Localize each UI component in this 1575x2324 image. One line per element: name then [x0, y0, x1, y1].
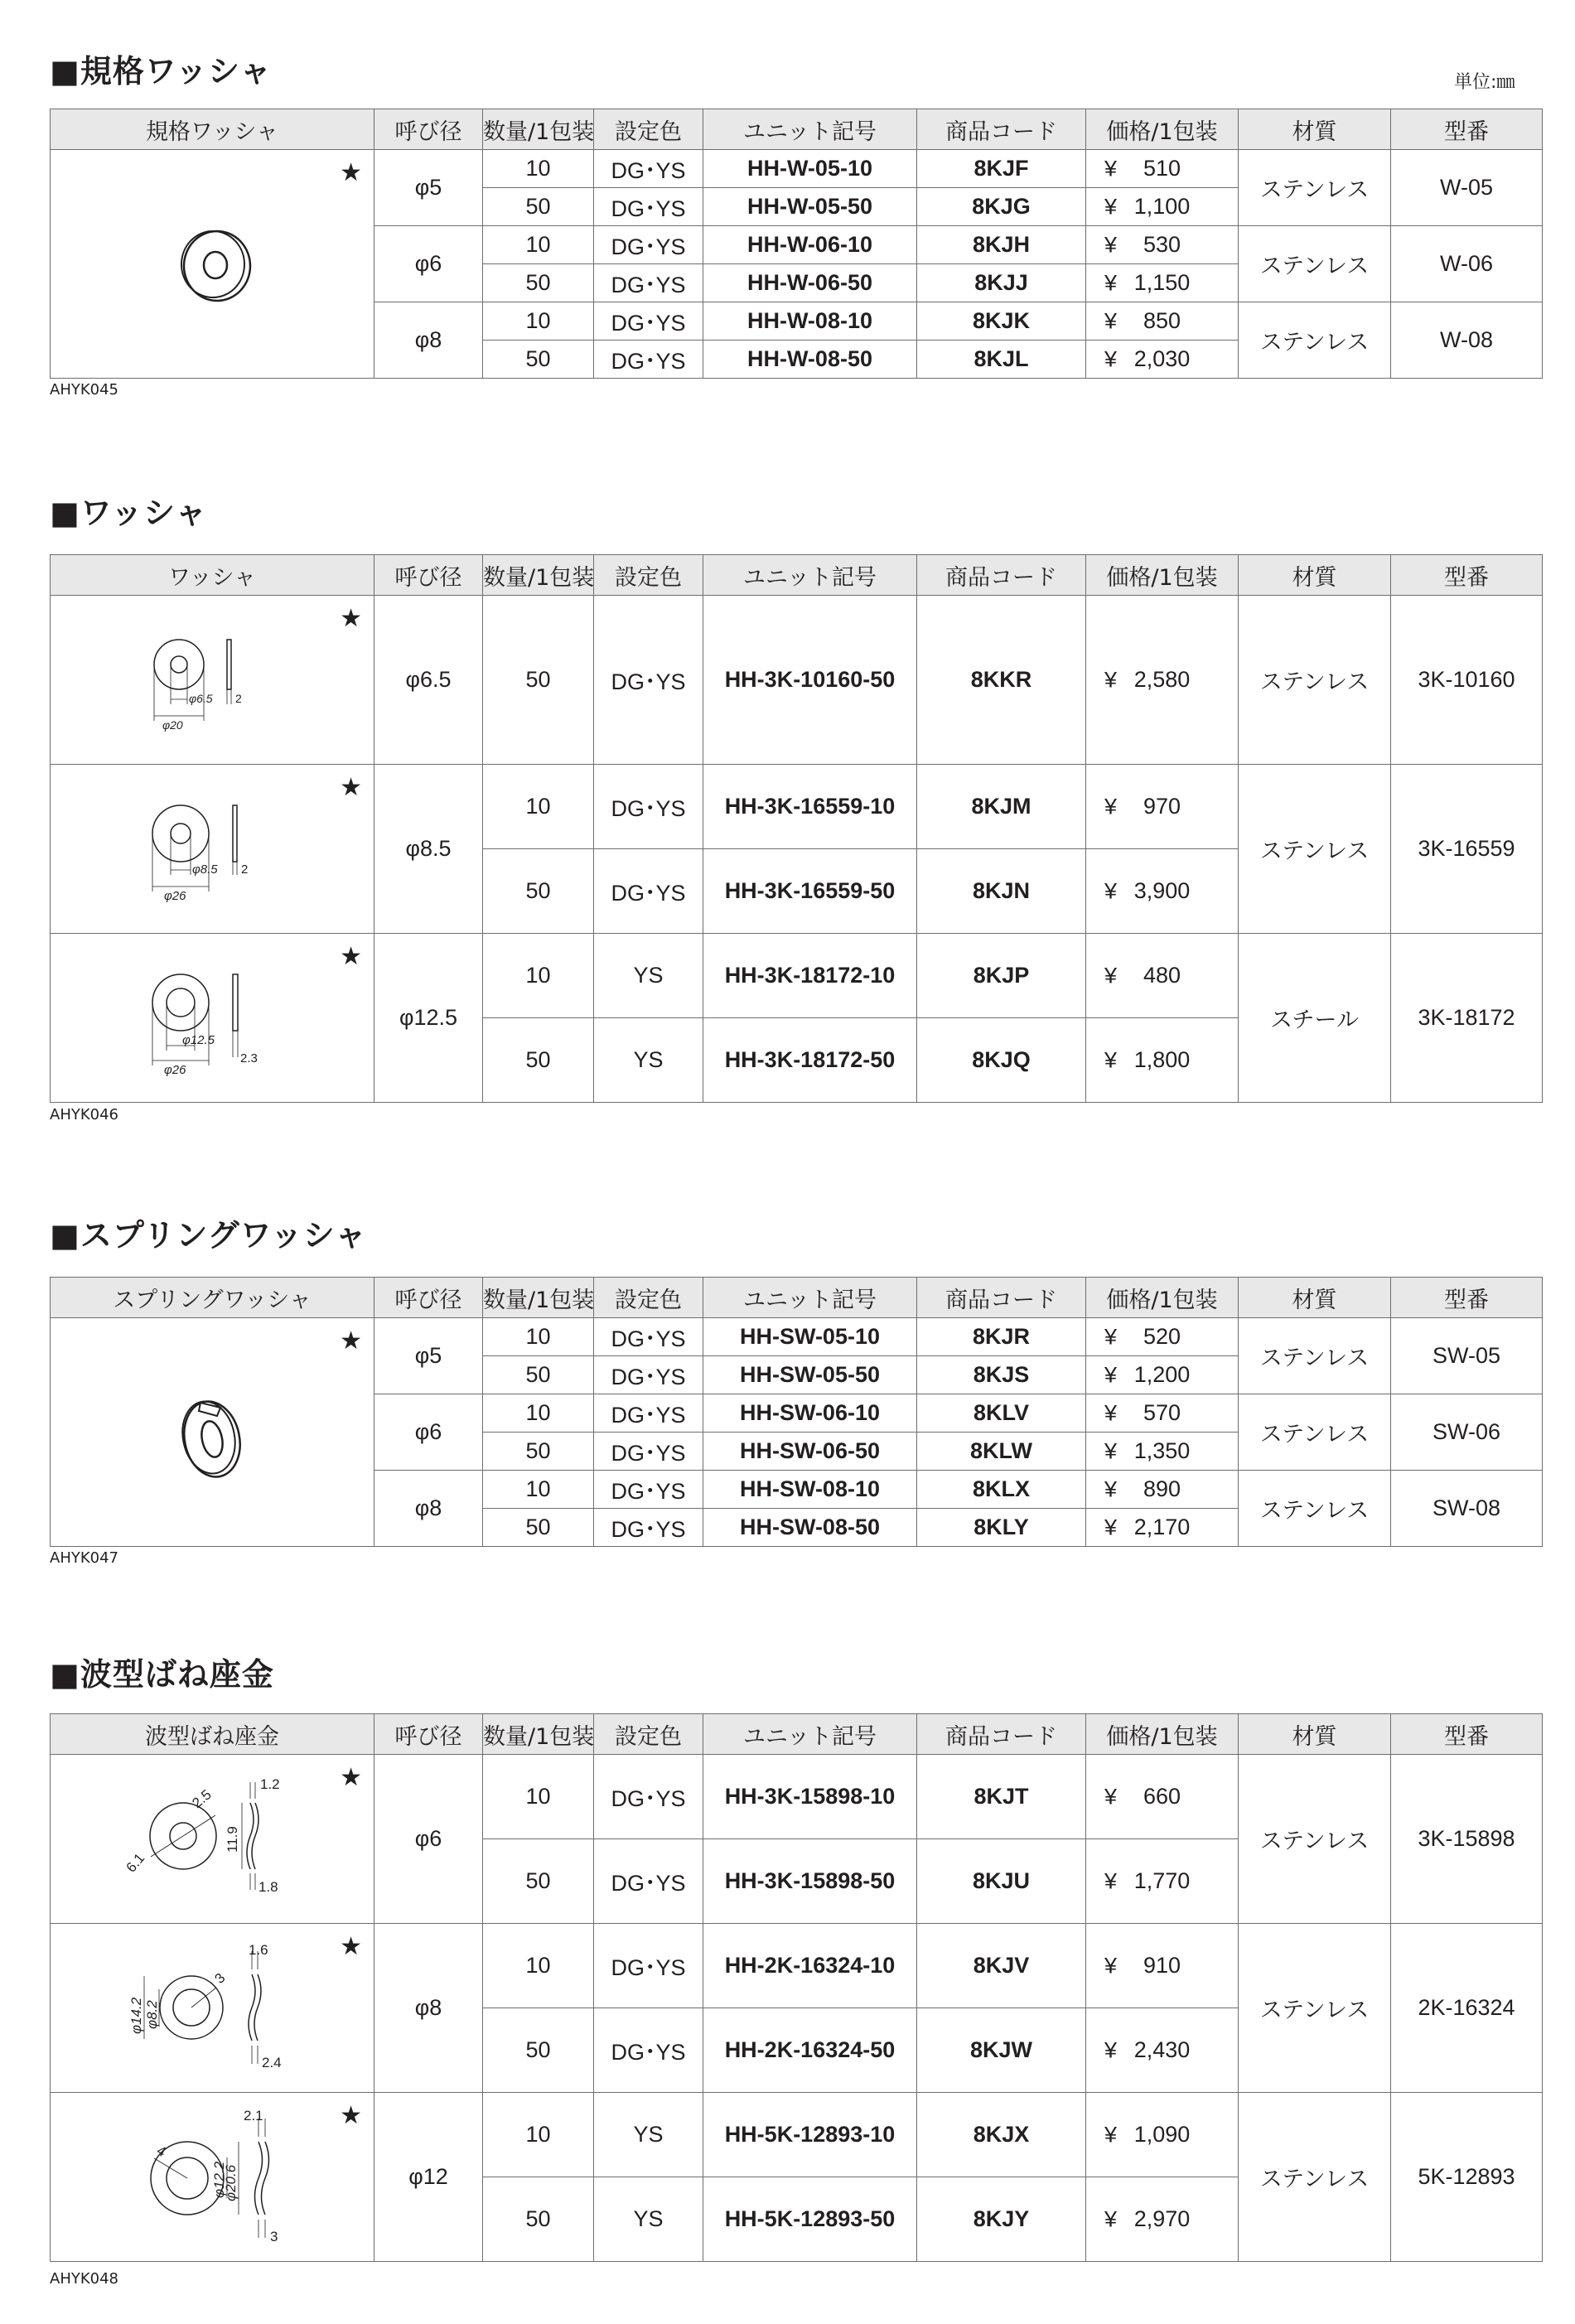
model-cell: 3K-15898 [1391, 1755, 1543, 1924]
header-material: 材質 [1239, 1714, 1391, 1755]
price-cell: ¥ 1,100 [1086, 188, 1239, 226]
unit-code-cell: HH-W-05-50 [703, 188, 917, 226]
flat-washer-drawing-icon [129, 775, 295, 916]
unit-code-cell: HH-3K-18172-10 [703, 934, 917, 1018]
table-row [51, 934, 1543, 1018]
table-header [51, 1278, 1543, 1318]
header-unit: ユニット記号 [703, 109, 917, 150]
table-header [51, 555, 1543, 596]
material-cell: ステンレス [1239, 596, 1391, 765]
product-illustration-cell [51, 1924, 374, 2093]
header-model: 型番 [1391, 109, 1543, 150]
flat-washer-icon [129, 178, 295, 344]
qty-cell: 10 [483, 765, 594, 849]
star-icon: ★ [340, 158, 362, 187]
dim-b-label: φ14.2 [128, 1997, 144, 2034]
dim-a-label: 4 [154, 2143, 169, 2161]
product-illustration-cell [51, 934, 374, 1103]
color-cell: DG･YS [594, 1394, 703, 1433]
star-icon: ★ [340, 773, 362, 802]
unit-code-cell: HH-SW-05-50 [703, 1356, 917, 1394]
flat-washer-drawing-icon [129, 945, 295, 1085]
size-cell: φ6 [374, 226, 483, 302]
unit-code-cell: HH-5K-12893-10 [703, 2093, 917, 2177]
unit-code-cell: HH-2K-16324-10 [703, 1924, 917, 2008]
qty-cell: 50 [483, 1509, 594, 1547]
dim-outer-label: φ26 [164, 889, 186, 903]
size-cell: φ5 [374, 150, 483, 226]
header-price: 価格/1包装 [1086, 109, 1239, 150]
table-header [51, 109, 1543, 150]
dim-b-label: 6.1 [123, 1850, 148, 1876]
color-cell: DG･YS [594, 226, 703, 264]
header-qty: 数量/1包装 [483, 555, 594, 596]
material-cell: ステンレス [1239, 226, 1391, 302]
header-model: 型番 [1391, 1714, 1543, 1755]
price-cell: ¥ 520 [1086, 1318, 1239, 1356]
price-cell: ¥ 1,770 [1086, 1839, 1239, 1924]
header-code: 商品コード [917, 109, 1086, 150]
table-wave-spring-washer [50, 1713, 1543, 2262]
product-illustration-cell [51, 1318, 374, 1547]
header-product: ワッシャ [51, 555, 374, 596]
dim-outer-label: φ20 [162, 718, 183, 732]
model-cell: 3K-16559 [1391, 765, 1543, 934]
model-cell: 3K-18172 [1391, 934, 1543, 1103]
qty-cell: 50 [483, 596, 594, 765]
unit-code-cell: HH-3K-18172-50 [703, 1018, 917, 1103]
product-code-cell: 8KJP [917, 934, 1086, 1018]
header-size: 呼び径 [374, 1714, 483, 1755]
product-code-cell: 8KKR [917, 596, 1086, 765]
product-code-cell: 8KJR [917, 1318, 1086, 1356]
price-cell: ¥ 570 [1086, 1394, 1239, 1433]
header-product: 波型ばね座金 [51, 1714, 374, 1755]
product-code-cell: 8KLX [917, 1471, 1086, 1509]
qty-cell: 50 [483, 1018, 594, 1103]
table-row [51, 1924, 1543, 2008]
qty-cell: 10 [483, 1318, 594, 1356]
product-code-cell: 8KJH [917, 226, 1086, 264]
qty-cell: 50 [483, 1839, 594, 1924]
dim-thickness-label: 2 [241, 862, 249, 877]
qty-cell: 10 [483, 1755, 594, 1839]
header-qty: 数量/1包装 [483, 1278, 594, 1318]
size-cell: φ8 [374, 1924, 483, 2093]
qty-cell: 10 [483, 226, 594, 264]
dim-b-label: φ12.2 [211, 2161, 227, 2198]
product-code-cell: 8KJK [917, 302, 1086, 341]
flat-washer-drawing-icon [129, 606, 295, 747]
unit-code-cell: HH-5K-12893-50 [703, 2177, 917, 2262]
dim-e-label: 2.4 [262, 2055, 282, 2070]
color-cell: DG･YS [594, 849, 703, 934]
color-cell: DG･YS [594, 341, 703, 379]
qty-cell: 50 [483, 2008, 594, 2093]
material-cell: ステンレス [1239, 1755, 1391, 1924]
dim-e-label: 1.8 [258, 1879, 278, 1895]
price-cell: ¥ 2,170 [1086, 1509, 1239, 1547]
color-cell: YS [594, 934, 703, 1018]
product-code-cell: 8KJN [917, 849, 1086, 934]
size-cell: φ6.5 [374, 596, 483, 765]
price-cell: ¥ 1,800 [1086, 1018, 1239, 1103]
product-code-cell: 8KJT [917, 1755, 1086, 1839]
size-cell: φ5 [374, 1318, 483, 1394]
header-qty: 数量/1包装 [483, 109, 594, 150]
qty-cell: 10 [483, 1394, 594, 1433]
unit-code-cell: HH-3K-10160-50 [703, 596, 917, 765]
qty-cell: 10 [483, 1924, 594, 2008]
size-cell: φ12.5 [374, 934, 483, 1103]
color-cell: DG･YS [594, 150, 703, 188]
unit-label: 単位:㎜ [1454, 72, 1515, 93]
dim-d-label: 11.9 [225, 1826, 240, 1853]
dim-d-label: 2.1 [244, 2108, 263, 2123]
product-code-cell: 8KJF [917, 150, 1086, 188]
unit-code-cell: HH-W-05-10 [703, 150, 917, 188]
unit-code-cell: HH-3K-16559-50 [703, 849, 917, 934]
product-code-cell: 8KJX [917, 2093, 1086, 2177]
price-cell: ¥ 2,030 [1086, 341, 1239, 379]
material-cell: ステンレス [1239, 302, 1391, 379]
color-cell: DG･YS [594, 2008, 703, 2093]
material-cell: スチール [1239, 934, 1391, 1103]
unit-code-cell: HH-3K-16559-10 [703, 765, 917, 849]
header-color: 設定色 [594, 1278, 703, 1318]
product-code-cell: 8KJQ [917, 1018, 1086, 1103]
unit-code-cell: HH-SW-05-10 [703, 1318, 917, 1356]
header-size: 呼び径 [374, 109, 483, 150]
size-cell: φ8 [374, 1471, 483, 1547]
section-title-washer: ■ワッシャ [50, 495, 208, 531]
dim-c-label: φ8.2 [144, 2000, 160, 2029]
material-cell: ステンレス [1239, 765, 1391, 934]
qty-cell: 10 [483, 1471, 594, 1509]
price-cell: ¥ 1,150 [1086, 264, 1239, 302]
product-illustration-cell [51, 2093, 374, 2262]
qty-cell: 50 [483, 264, 594, 302]
price-cell: ¥ 2,430 [1086, 2008, 1239, 2093]
dim-e-label: 3 [270, 2229, 278, 2244]
header-product: 規格ワッシャ [51, 109, 374, 150]
header-unit: ユニット記号 [703, 1714, 917, 1755]
material-cell: ステンレス [1239, 1924, 1391, 2093]
size-cell: φ8 [374, 302, 483, 379]
header-code: 商品コード [917, 1714, 1086, 1755]
product-illustration-cell [51, 1755, 374, 1924]
dim-outer-label: φ26 [164, 1063, 186, 1077]
qty-cell: 10 [483, 2093, 594, 2177]
star-icon: ★ [340, 1326, 362, 1355]
model-cell: 5K-12893 [1391, 2093, 1543, 2262]
dim-a-label: 2.5 [189, 1786, 215, 1812]
wave-spring-washer-drawing-icon [104, 2095, 320, 2253]
table-header [51, 1714, 1543, 1755]
model-cell: W-08 [1391, 302, 1543, 379]
header-unit: ユニット記号 [703, 555, 917, 596]
price-cell: ¥ 890 [1086, 1471, 1239, 1509]
product-code-cell: 8KJY [917, 2177, 1086, 2262]
dim-inner-label: φ12.5 [182, 1033, 215, 1047]
header-qty: 数量/1包装 [483, 1714, 594, 1755]
unit-code-cell: HH-W-08-50 [703, 341, 917, 379]
catalog-note: AHYK048 [50, 2270, 119, 2288]
header-model: 型番 [1391, 555, 1543, 596]
color-cell: DG･YS [594, 1471, 703, 1509]
qty-cell: 10 [483, 302, 594, 341]
product-code-cell: 8KJV [917, 1924, 1086, 2008]
color-cell: YS [594, 1018, 703, 1103]
product-illustration-cell [51, 150, 374, 379]
model-cell: W-05 [1391, 150, 1543, 226]
model-cell: 3K-10160 [1391, 596, 1543, 765]
unit-code-cell: HH-3K-15898-50 [703, 1839, 917, 1924]
dim-a-label: 3 [211, 1969, 229, 1987]
header-material: 材質 [1239, 1278, 1391, 1318]
star-icon: ★ [340, 2101, 362, 2130]
color-cell: DG･YS [594, 302, 703, 341]
price-cell: ¥ 3,900 [1086, 849, 1239, 934]
header-code: 商品コード [917, 555, 1086, 596]
star-icon: ★ [340, 1932, 362, 1961]
product-code-cell: 8KJS [917, 1356, 1086, 1394]
product-code-cell: 8KJJ [917, 264, 1086, 302]
star-icon: ★ [340, 604, 362, 633]
dim-thickness-label: 2 [235, 692, 242, 705]
qty-cell: 50 [483, 341, 594, 379]
product-code-cell: 8KJW [917, 2008, 1086, 2093]
qty-cell: 50 [483, 1433, 594, 1471]
model-cell: W-06 [1391, 226, 1543, 302]
section-title-spring-washer: ■スプリングワッシャ [50, 1217, 367, 1254]
size-cell: φ8.5 [374, 765, 483, 934]
qty-cell: 50 [483, 1356, 594, 1394]
table-row [51, 1318, 1543, 1356]
header-code: 商品コード [917, 1278, 1086, 1318]
wave-spring-washer-drawing-icon [104, 1757, 320, 1915]
price-cell: ¥ 480 [1086, 934, 1239, 1018]
table-row [51, 596, 1543, 765]
product-code-cell: 8KJU [917, 1839, 1086, 1924]
header-color: 設定色 [594, 555, 703, 596]
color-cell: DG･YS [594, 188, 703, 226]
price-cell: ¥ 2,970 [1086, 2177, 1239, 2262]
header-material: 材質 [1239, 555, 1391, 596]
header-product: スプリングワッシャ [51, 1278, 374, 1318]
price-cell: ¥ 910 [1086, 1924, 1239, 2008]
unit-code-cell: HH-W-06-10 [703, 226, 917, 264]
price-cell: ¥ 510 [1086, 150, 1239, 188]
price-cell: ¥ 1,200 [1086, 1356, 1239, 1394]
color-cell: DG･YS [594, 1924, 703, 2008]
header-model: 型番 [1391, 1278, 1543, 1318]
size-cell: φ12 [374, 2093, 483, 2262]
product-code-cell: 8KJG [917, 188, 1086, 226]
color-cell: DG･YS [594, 264, 703, 302]
star-icon: ★ [340, 1763, 362, 1792]
unit-code-cell: HH-SW-08-10 [703, 1471, 917, 1509]
product-code-cell: 8KLV [917, 1394, 1086, 1433]
table-spring-washer [50, 1277, 1543, 1547]
qty-cell: 50 [483, 188, 594, 226]
section-title-wave-spring-washer: ■波型ばね座金 [50, 1656, 274, 1693]
unit-code-cell: HH-2K-16324-50 [703, 2008, 917, 2093]
product-code-cell: 8KJM [917, 765, 1086, 849]
model-cell: 2K-16324 [1391, 1924, 1543, 2093]
table-row [51, 150, 1543, 188]
table-washer [50, 554, 1543, 1103]
price-cell: ¥ 1,350 [1086, 1433, 1239, 1471]
unit-code-cell: HH-3K-15898-10 [703, 1755, 917, 1839]
color-cell: YS [594, 2177, 703, 2262]
color-cell: DG･YS [594, 1509, 703, 1547]
qty-cell: 10 [483, 934, 594, 1018]
product-illustration-cell [51, 765, 374, 934]
material-cell: ステンレス [1239, 1394, 1391, 1471]
price-cell: ¥ 2,580 [1086, 596, 1239, 765]
color-cell: DG･YS [594, 1755, 703, 1839]
product-code-cell: 8KJL [917, 341, 1086, 379]
material-cell: ステンレス [1239, 1471, 1391, 1547]
header-price: 価格/1包装 [1086, 555, 1239, 596]
table-standard-washer [50, 109, 1543, 379]
product-code-cell: 8KLW [917, 1433, 1086, 1471]
table-row [51, 1755, 1543, 1839]
color-cell: YS [594, 2093, 703, 2177]
color-cell: DG･YS [594, 765, 703, 849]
header-size: 呼び径 [374, 555, 483, 596]
wave-spring-washer-drawing-icon [104, 1926, 320, 2084]
dim-d-label: 1.6 [249, 1942, 268, 1958]
unit-code-cell: HH-W-08-10 [703, 302, 917, 341]
unit-code-cell: HH-W-06-50 [703, 264, 917, 302]
header-price: 価格/1包装 [1086, 1714, 1239, 1755]
catalog-note: AHYK045 [50, 381, 119, 399]
model-cell: SW-05 [1391, 1318, 1543, 1394]
header-size: 呼び径 [374, 1278, 483, 1318]
dim-c-label: φ20.6 [223, 2164, 239, 2201]
qty-cell: 10 [483, 150, 594, 188]
material-cell: ステンレス [1239, 1318, 1391, 1394]
product-illustration-cell [51, 596, 374, 765]
spring-washer-icon [129, 1346, 295, 1512]
catalog-note: AHYK047 [50, 1549, 119, 1567]
price-cell: ¥ 660 [1086, 1755, 1239, 1839]
section-title-standard-washer: ■規格ワッシャ [50, 53, 273, 89]
unit-code-cell: HH-SW-08-50 [703, 1509, 917, 1547]
price-cell: ¥ 1,090 [1086, 2093, 1239, 2177]
size-cell: φ6 [374, 1394, 483, 1471]
header-material: 材質 [1239, 109, 1391, 150]
qty-cell: 50 [483, 849, 594, 934]
catalog-note: AHYK046 [50, 1106, 119, 1123]
unit-code-cell: HH-SW-06-10 [703, 1394, 917, 1433]
color-cell: DG･YS [594, 1318, 703, 1356]
color-cell: DG･YS [594, 1433, 703, 1471]
color-cell: DG･YS [594, 1356, 703, 1394]
color-cell: DG･YS [594, 1839, 703, 1924]
material-cell: ステンレス [1239, 2093, 1391, 2262]
dim-c-label: 1.2 [260, 1776, 280, 1792]
size-cell: φ6 [374, 1755, 483, 1924]
color-cell: DG･YS [594, 596, 703, 765]
table-row [51, 765, 1543, 849]
dim-inner-label: φ8.5 [192, 862, 218, 877]
header-unit: ユニット記号 [703, 1278, 917, 1318]
dim-inner-label: φ6.5 [189, 692, 213, 705]
price-cell: ¥ 850 [1086, 302, 1239, 341]
price-cell: ¥ 970 [1086, 765, 1239, 849]
dim-thickness-label: 2.3 [240, 1051, 258, 1065]
model-cell: SW-06 [1391, 1394, 1543, 1471]
qty-cell: 50 [483, 2177, 594, 2262]
header-color: 設定色 [594, 1714, 703, 1755]
table-row [51, 2093, 1543, 2177]
price-cell: ¥ 530 [1086, 226, 1239, 264]
star-icon: ★ [340, 942, 362, 971]
unit-code-cell: HH-SW-06-50 [703, 1433, 917, 1471]
header-price: 価格/1包装 [1086, 1278, 1239, 1318]
product-code-cell: 8KLY [917, 1509, 1086, 1547]
model-cell: SW-08 [1391, 1471, 1543, 1547]
header-color: 設定色 [594, 109, 703, 150]
material-cell: ステンレス [1239, 150, 1391, 226]
